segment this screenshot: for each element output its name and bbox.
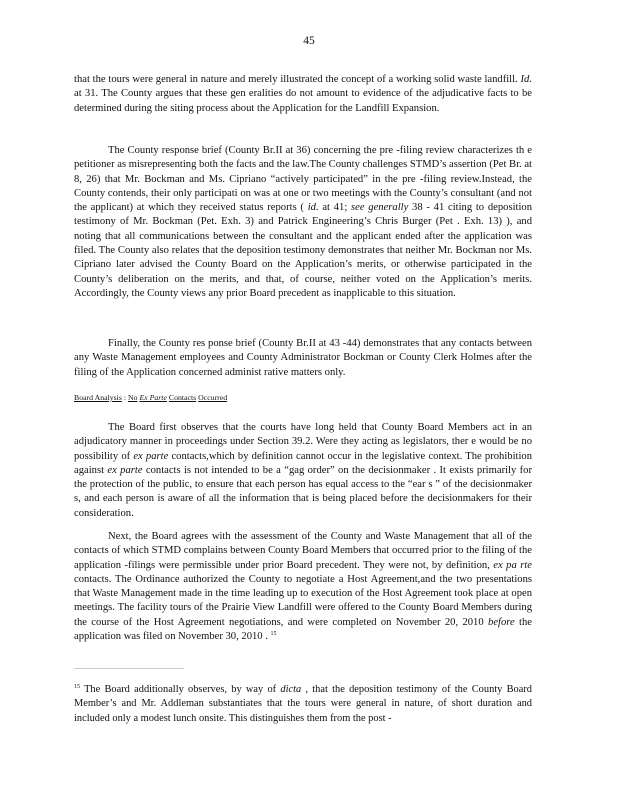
italic-text: Id. — [520, 74, 532, 85]
text-run: , that the deposition testimony of the County Board Member’s and Mr. Addleman substantiates that the tours were general in nature, of short duration and included only a modest lunch onsite. This distinguishes them from the post - — [74, 684, 532, 724]
italic-text: dicta — [280, 684, 302, 695]
section-heading — [74, 392, 227, 403]
body-paragraph — [74, 530, 532, 644]
body-paragraph — [74, 144, 532, 301]
footnote-marker: 15 — [270, 631, 277, 638]
footnote — [74, 683, 532, 726]
text-run: at 41; — [318, 202, 352, 214]
italic-text: id. — [307, 202, 319, 214]
heading-ex-parte: Ex Parte — [139, 393, 167, 402]
text-run: 38 - 41 citing to deposition testimony of Mr. Bockman (Pet. Exh. 3) and Patrick Engineering’s Chris Burger (Pet . Exh. 13) ), and noting that all communications between the consultant and the applicant ended after the application was filed. The County also relates that the deposition testimony demonstrates that neither Mr. Bockman nor Ms. Cipriano later advised the County Board on the Application’s merits, or otherwise participated in the County’s deliberation on the merits, and that, of course, neither voted on the Application’s merits. Accordingly, the County views any prior Board precedent as inapplicable to this situation. — [74, 202, 532, 299]
page-number: 45 — [303, 35, 315, 47]
italic-text: ex pa rte — [493, 559, 532, 571]
text-run: The Board first observes that the courts have long held that County Board Members act in an adjudicatory manner in proceedings under Section 39.2. Were they acting as legislators, ther e would be no possibility of — [74, 422, 532, 462]
text-run: contacts is not intended to be a “gag order” on the decisionmaker . It exists primarily for the protection of the public, to ensure that each person has equal access to the “ear s ” of the decisionmaker s, and each person is aware of all the information that is being placed before the decisionmakers for their consideration. — [74, 464, 533, 519]
text-run: at 31. The County argues that these gen eralities do not amount to evidence of the adjudicative facts to be determined during the siting process about the Application for the Landfill Expansion. — [74, 88, 532, 114]
italic-text: see generally — [351, 202, 409, 214]
heading-no: No — [127, 393, 138, 402]
italic-text: ex parte — [107, 464, 143, 476]
footnote-separator — [74, 668, 184, 669]
body-paragraph — [74, 421, 532, 521]
text-run: contacts. The Ordinance authorized the County to negotiate a Host Agreement,and the two presentations that Waste Management made in the time leading up to execution of the Host Agreement took place at open meetings. The facility tours of the Prairie View Landfill were offered to the County Board Members during the course of the Host Agreement negotiations, and were completed on November 20, 2010 — [74, 573, 532, 628]
text-run: The County response brief (County Br.II at 36) concerning the pre -filing review characterizes th e petitioner as misrepresenting both the facts and the law.The County challenges STMD’s assertion (Pet Br. at 8, 26) that Mr. Bockman and Ms. Cipriano “actively participated” in the pre -filing review.Instead, the County contends, their only participati on was at one or two meetings with the County’s consultant (and not the applicant) at which they received status reports ( — [74, 145, 532, 214]
heading-separator: : — [123, 393, 126, 402]
italic-text: ex parte — [133, 450, 169, 462]
heading-occurred: Occurred — [198, 393, 228, 402]
footnote-marker: 15 — [74, 684, 80, 690]
text-run: the application was filed on November 30, 2010 . — [74, 616, 532, 643]
text-run: that the tours were general in nature and merely illustrated the concept of a working solid waste landfill. — [74, 74, 521, 85]
heading-board-analysis: Board Analysis — [74, 393, 122, 402]
body-paragraph — [74, 337, 532, 380]
text-run: Finally, the County res ponse brief (County Br.II at 43 -44) demonstrates that any contacts between any Waste Management employees and County Administrator Bockman or County Clerk Holmes after the filing of the Application concerned administ rative matters only. — [74, 338, 532, 378]
body-paragraph — [74, 73, 532, 116]
text-run: contacts,which by definition cannot occur in the legislative context. The prohibition against — [74, 450, 532, 476]
italic-text: before — [488, 616, 515, 628]
text-run: The Board additionally observes, by way of — [80, 684, 281, 695]
heading-contacts: Contacts — [168, 393, 197, 402]
text-run: Next, the Board agrees with the assessment of the County and Waste Management that all of the contacts of which STMD complains between County Board Members that occurred prior to the filing of the application -filings were permissible under prior Board precedent. They were not, by definition, — [74, 531, 532, 571]
